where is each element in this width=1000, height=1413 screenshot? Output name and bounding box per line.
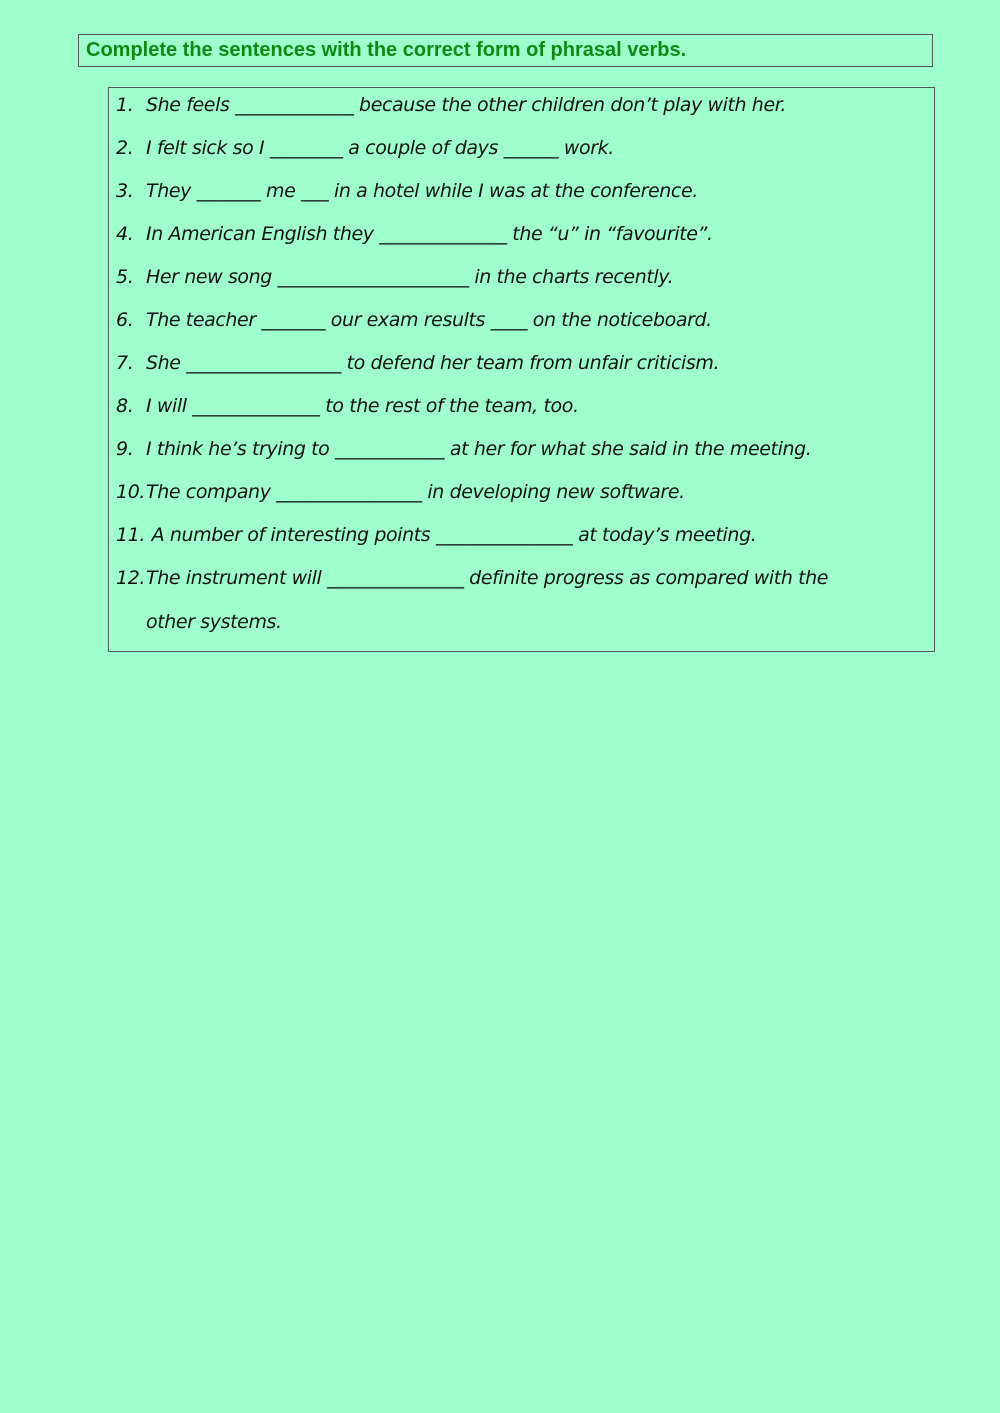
- item-sentence: The instrument will _______________ definite progress as compared with the: [146, 567, 829, 589]
- item-sentence: A number of interesting points _______________ at today’s meeting.: [146, 524, 757, 546]
- exercise-list: [108, 87, 935, 652]
- list-item: [116, 565, 828, 591]
- item-sentence: Her new song _____________________ in the charts recently.: [146, 266, 674, 288]
- item-sentence: They _______ me ___ in a hotel while I was at the conference.: [146, 180, 698, 202]
- list-item: [116, 393, 579, 419]
- item-sentence: She _________________ to defend her team from unfair criticism.: [146, 352, 720, 374]
- list-item: [116, 307, 712, 333]
- list-item: [116, 479, 685, 505]
- list-item: [116, 350, 719, 376]
- list-item: [116, 178, 698, 204]
- item-number: 7.: [116, 352, 134, 374]
- item-number: 9.: [116, 438, 134, 460]
- item-sentence: I think he’s trying to ____________ at her for what she said in the meeting.: [146, 438, 812, 460]
- item-number: 1.: [116, 94, 134, 116]
- item-number: 3.: [116, 180, 134, 202]
- item-sentence: In American English they ______________ the “u” in “favourite”.: [146, 223, 713, 245]
- item-number: 8.: [116, 395, 134, 417]
- item-number: 4.: [116, 223, 134, 245]
- item-number: 11.: [116, 524, 146, 546]
- item-number: 2.: [116, 137, 134, 159]
- list-item-continuation: [116, 609, 282, 635]
- list-item: [116, 92, 786, 118]
- item-sentence-continuation: other systems.: [146, 611, 282, 633]
- instructions-title: Complete the sentences with the correct form of phrasal verbs.: [86, 39, 687, 61]
- item-number: 6.: [116, 309, 134, 331]
- item-sentence: I will ______________ to the rest of the team, too.: [146, 395, 579, 417]
- instructions-box: [78, 34, 933, 67]
- item-sentence: The teacher _______ our exam results ____ on the noticeboard.: [146, 309, 712, 331]
- list-item: [116, 221, 713, 247]
- item-number: 10.: [116, 481, 146, 503]
- item-sentence: She feels _____________ because the other children don’t play with her.: [146, 94, 787, 116]
- list-item: [116, 436, 811, 462]
- list-item: [116, 264, 673, 290]
- item-number: 5.: [116, 266, 134, 288]
- list-item: [116, 522, 756, 548]
- item-sentence: I felt sick so I ________ a couple of days ______ work.: [146, 137, 614, 159]
- list-item: [116, 135, 614, 161]
- item-sentence: The company ________________ in developing new software.: [146, 481, 685, 503]
- item-number: 12.: [116, 567, 146, 589]
